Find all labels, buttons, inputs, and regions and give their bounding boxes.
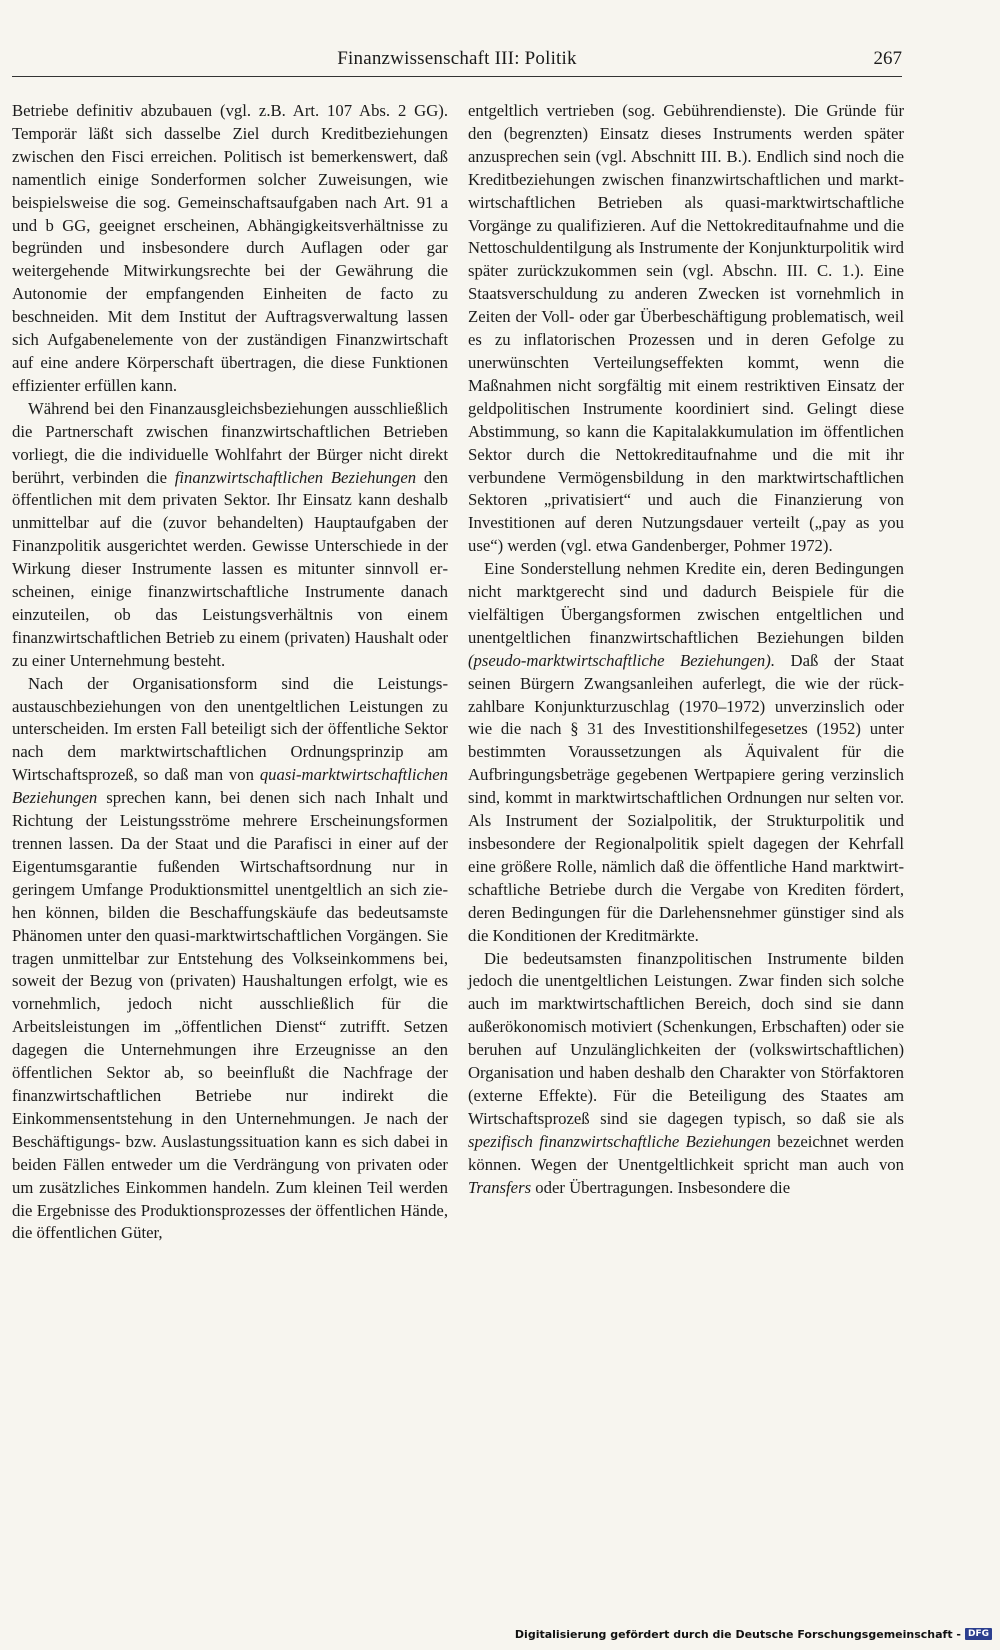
emphasis-term: spezifisch finanzwirtschaftliche Beziehungen xyxy=(468,1131,771,1151)
paragraph: Betriebe definitiv abzubauen (vgl. z.B. Art. 107 Abs. 2 GG). Temporär läßt sich dasselbe Ziel durch Kreditbeziehungen zwischen den Fisci erreichen. Politisch ist bemerkenswert, daß namentlich einige Sonderformen solcher Zuweisungen, wie beispielsweise die sog. Gemeinschaftsaufgaben nach Art. 91 a und b GG, geeignet erscheinen, Abhängigkeitsverhältnisse zu begründen und insbesondere durch Auflagen oder gar weitergehende Mitwirkungsrechte bei der Gewährung die Autonomie der empfangenden Einheiten de facto zu beschneiden. Mit dem Institut der Auftragsverwaltung lassen sich Aufgabenelemente von der zuständigen Finanzwirtschaft auf eine andere Körperschaft übertragen, die diese Funktionen effizienter erfüllen kann. xyxy=(12,101,448,395)
emphasis-term: finanzwirtschaftlichen Beziehungen xyxy=(174,467,417,487)
text-run: den öffentlichen mit dem privaten Sektor. Ihr Einsatz kann deshalb unmittelbar auf die (zuvor behandelten) Hauptaufgaben der Finanzpolitik ausgerichtet werden. Gewisse Unterschiede in der Wirkung dieser Instrumente lassen es mitunter sinnvoll erscheinen, einige finanzwirtschaftliche Instrumente danach einzuteilen, ob das Leistungsverhältnis von einem finanzwirtschaftlichen Betrieb zu einem (privaten) Haushalt oder zu einer Unternehmung besteht. xyxy=(12,467,448,670)
paragraph xyxy=(12,398,448,673)
header-rule xyxy=(12,76,902,77)
text-run: Während bei den Finanzausgleichsbeziehungen ausschließlich die Partnerschaft zwischen finanzwirtschaftlichen Betrieben vorliegt, die die individuelle Wohlfahrt der Bürger nicht direkt berührt, verbinden die xyxy=(12,398,448,487)
emphasis-term: (pseudo-marktwirtschaftliche Beziehungen). xyxy=(468,650,776,670)
emphasis-term: Transfers xyxy=(468,1177,532,1197)
text-run: Daß der Staat seinen Bürgern Zwangsanleihen auferlegt, die wie der rückzahlbare Konjunkturzuschlag (1970–1972) unverzinslich oder wie die nach § 31 des Investitionshilfegesetzes (1952) unter bestimmten Voraussetzungen als Äquivalent für die Aufbringungsbeträge gegebenen Wertpapiere gering verzinslich sind, kommt in marktwirtschaftlichen Ordnungen nur selten vor. Als Instrument der Sozialpolitik, der Strukturpolitik und insbesondere der Regionalpolitik spielt dagegen der Kehrfall eine größere Rolle, nämlich daß die öffentliche Hand marktwirtschaftliche Betriebe durch die Vergabe von Krediten fördert, deren Bedingungen für die Darlehensnehmer günstiger sind als die Konditionen der Kreditmärkte. xyxy=(468,650,904,945)
emphasis-term: quasi-marktwirtschaftlichen Beziehungen xyxy=(12,765,448,808)
running-header xyxy=(12,48,902,74)
text-run: Nach der Organisationsform sind die Leistungsaustauschbeziehungen von den unentgeltlichen Leistungen zu unterscheiden. Im ersten Fall beteiligt sich der öffentliche Sektor nach dem marktwirtschaftlichen Ordnungsprinzip am Wirtschaftsprozeß, so daß man von xyxy=(12,673,448,785)
paragraph: entgeltlich vertrieben (sog. Gebührendienste). Die Gründe für den (begrenzten) Einsatz dieses Instruments werden später anzusprechen sein (vgl. Abschnitt III. B.). Endlich sind noch die Kreditbeziehungen zwischen finanzwirtschaftlichen und marktwirtschaftlichen Betrieben als quasi-marktwirtschaftliche Vorgänge zu qualifizieren. Auf die Nettokreditaufnahme und die Nettoschuldentilgung als Instrumente der Konjunkturpolitik wird später zurückzukommen sein (vgl. Abschn. III. C. 1.). Eine Staatsverschuldung zu anderen Zwecken ist vornehmlich in Zeiten der Voll- oder gar Überbeschäftigung problematisch, weil es zu inflatorischen Prozessen und in deren Gefolge zu unerwünschten Verteilungseffekten kommt, wenn die Maßnahmen nicht sorgfältig mit einem restriktiven Einsatz der geldpolitischen Instrumente koordiniert sind. Gelingt diese Abstimmung, so kann die Kapitalakkumulation im öffentlichen Sektor durch die Nettokreditaufnahme und die mit ihr verbundene Vermögensbildung in den marktwirtschaftlichen Sektoren „privatisiert“ und auch die Finanzierung von Investitionen auf deren Nutzungsdauer verteilt („pay as you use“) werden (vgl. etwa Gandenberger, Pohmer 1972). xyxy=(468,101,904,556)
paragraph xyxy=(468,558,904,947)
text-run: Eine Sonderstellung nehmen Kredite ein, deren Bedingungen nicht marktgerecht sind und dadurch Beispiele für die vielfältigen Übergangsformen zwischen entgeltlichen und unentgeltlichen finanzwirtschaftlichen Beziehungen bilden xyxy=(468,559,904,647)
text-run: Die bedeutsamsten finanzpolitischen Instrumente bilden jedoch die unentgeltlichen Leistungen. Zwar finden sich solche auch im marktwirtschaftlichen Bereich, doch sind sie dann außerökonomisch motiviert (Schenkungen, Erbschaften) oder sie beruhen auf Unzulänglichkeiten der (volkswirtschaftlichen) Organisation und haben deshalb den Charakter von Störfaktoren (externe Effekte). Für die Beteiligung des Staates am Wirtschaftsprozeß sind sie dagegen typisch, so daß sie als xyxy=(468,948,904,1128)
text-run: bezeichnet werden können. Wegen der Unentgeltlichkeit spricht man auch von xyxy=(468,1131,904,1174)
dfg-logo: DFG xyxy=(965,1628,992,1640)
footer-text: Digitalisierung gefördert durch die Deutsche Forschungsgemeinschaft - xyxy=(514,1627,961,1641)
paragraph xyxy=(468,948,904,1200)
right-column xyxy=(468,100,904,1200)
paragraph xyxy=(12,673,448,1246)
text-run: oder Übertragungen. Insbesondere die xyxy=(531,1177,791,1197)
page-number: 267 xyxy=(873,48,902,69)
text-run: sprechen kann, bei denen sich nach Inhalt und Richtung der Leistungsströme mehrere Erscheinungsformen trennen lassen. Da der Staat und die Parafisci in einer auf der Eigentumsgarantie fußenden Wirtschaftsordnung nur in geringem Umfange Produktionsmittel unentgeltlich an sich ziehen können, bilden die Beschaffungskäufe das bedeutsamste Phänomen unter den quasi-marktwirtschaftlichen Vorgängen. Sie tragen unmittelbar zur Entstehung des Volkseinkommens bei, soweit der Bezug von (privaten) Haushaltungen erfolgt, wie es vornehmlich, jedoch nicht ausschließlich für die Arbeitsleistungen im „öffentlichen Dienst“ zutrifft. Setzen dagegen die Unternehmungen ihre Erzeugnisse an den öffentlichen Sektor ab, so beeinflußt die Nachfrage der finanzwirtschaftlichen Betriebe nur indirekt die Einkommensentstehung in den Unternehmungen. Je nach der Beschäftigungs- bzw. Auslastungssituation kann es sich dabei in beiden Fällen entweder um die Verdrängung von privaten oder um zusätzliches Einkommen handeln. Zum kleinen Teil werden die Ergebnisse des Produktionsprozesses der öffentlichen Hände, die öffentlichen Güter, xyxy=(12,788,448,1243)
left-column xyxy=(12,100,448,1245)
running-title: Finanzwissenschaft III: Politik xyxy=(337,48,577,69)
digitization-footer xyxy=(515,1624,992,1644)
